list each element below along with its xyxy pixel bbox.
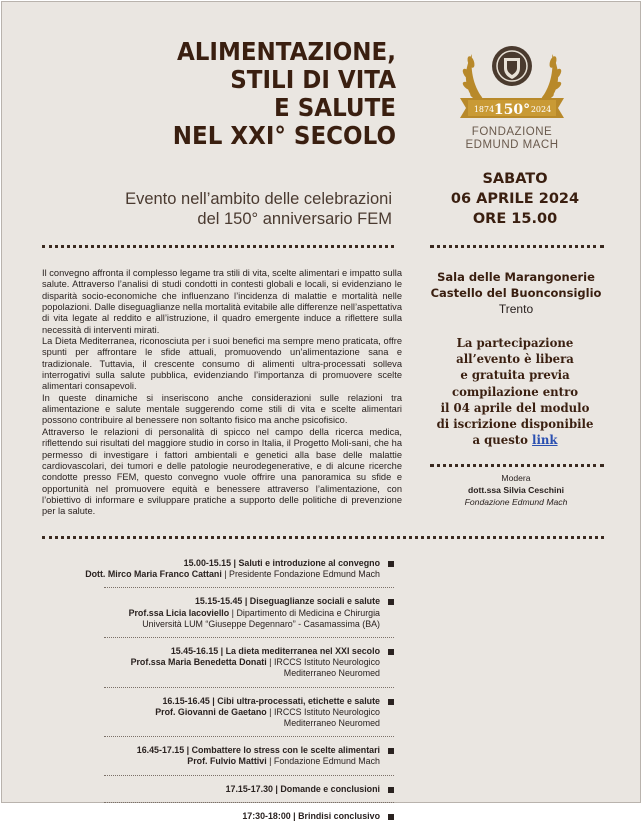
divider — [430, 245, 604, 248]
subtitle-line: Evento nell’ambito delle celebrazioni — [125, 190, 392, 208]
participation-line: La partecipazione — [456, 336, 574, 350]
programme-affiliation: Fondazione Edmund Mach — [273, 756, 380, 767]
programme-title: Brindisi conclusivo — [298, 810, 380, 821]
programme-title: Cibi ultra-processati, etichette e salute — [217, 695, 380, 706]
programme-speaker: Prof.ssa Licia Iacoviello — [128, 607, 230, 618]
programme-title: Diseguaglianze sociali e salute — [249, 596, 380, 607]
link-prefix: a questo — [472, 433, 533, 448]
logo-year-right: 2024 — [530, 105, 552, 114]
participation-line: il 04 aprile del modulo — [440, 400, 590, 415]
registration-link[interactable]: link — [532, 433, 558, 448]
event-subtitle — [122, 189, 392, 229]
programme-title: Saluti e introduzione al convegno — [238, 558, 380, 568]
programme-separator — [104, 802, 394, 803]
programme-speaker: Prof. Giovanni de Gaetano — [155, 706, 267, 717]
participation-info — [422, 335, 608, 448]
programme-speaker: Dott. Mirco Maria Franco Cattani — [85, 569, 222, 580]
programme-time: 16.45-17.15 — [136, 745, 185, 756]
programme-affiliation: Presidente Fondazione Edmund Mach — [229, 569, 380, 580]
programme-item: 15.15-15.45 | Diseguaglianze sociali e salute Prof.ssa Licia Iacoviello | Dipartimento di Medicina e Chirurgia Università LUM “Giuseppe Degennaro” - Casamassima (BA) — [42, 596, 394, 630]
programme-list — [42, 558, 394, 822]
participation-line: e gratuita previa — [460, 368, 570, 383]
programme-time: 16.15-16.45 — [162, 695, 210, 706]
venue-city: Trento — [498, 302, 534, 316]
programme-time: 15.45-16.15 — [170, 646, 219, 657]
logo-anniversary: 150° — [493, 102, 531, 118]
bullet-square-icon — [388, 748, 394, 754]
programme-time: 15.00-15.15 — [183, 558, 232, 568]
programme-time: 17.15-17.30 — [225, 783, 273, 794]
crest-icon — [492, 46, 532, 86]
title-line: STILI DI VITA — [230, 65, 396, 94]
event-date: 06 APRILE 2024 — [450, 191, 580, 207]
bullet-square-icon — [388, 649, 394, 655]
moderator-org: Fondazione Edmund Mach — [464, 497, 568, 507]
fem-150-anniversary-logo — [454, 36, 570, 126]
programme-item: 15.45-16.15 | La dieta mediterranea nel XXI secolo Prof.ssa Maria Benedetta Donati | IRCCS Istituto Neurologico Mediterraneo Neuromed — [42, 646, 394, 680]
event-day: SABATO — [482, 171, 548, 187]
bullet-square-icon — [388, 561, 394, 567]
divider — [42, 245, 394, 248]
programme-affiliation: IRCCS Istituto Neurologico — [273, 657, 380, 668]
divider — [430, 464, 604, 467]
foundation-line: FONDAZIONE — [471, 126, 553, 138]
description-paragraph: In queste dinamiche si inseriscono anche considerazioni sulle relazioni tra alimentazione e salute mentale suggerendo come stili di vita e scelte alimentari possono contribuire al benessere non soltanto fisico ma anche psicofisico. — [42, 392, 402, 426]
moderator-label: Modera — [501, 473, 531, 483]
programme-separator — [104, 587, 394, 588]
participation-line: di iscrizione disponibile — [436, 417, 594, 432]
programme-affiliation: Dipartimento di Medicina e Chirurgia — [236, 607, 380, 618]
programme-item: 17:30-18:00 | Brindisi conclusivo — [42, 811, 394, 822]
participation-line: compilazione entro — [451, 384, 579, 399]
description-paragraph: Il convegno affronta il complesso legame tra stili di vita, scelte alimentari e impatto sulla salute. Attraverso l’analisi di studi condotti in contesti globali e locali, si evidenziano le disparità socio-economiche che influenzano l’incidenza di malattie e mortalità nelle popolazioni. Dalle diseguaglianze nella mortalità evitabile alle differenze nell’aspettativa di vita legate al reddito e all’istruzione, il quadro emergente induce a riflettere sulla necessità di interventi mirati. — [42, 268, 402, 335]
programme-item: 16.15-16.45 | Cibi ultra-processati, etichette e salute Prof. Giovanni de Gaetano | IRCCS Istituto Neurologico Mediterraneo Neuromed — [42, 696, 394, 730]
programme-speaker: Prof. Fulvio Mattivi — [187, 756, 267, 767]
event-venue — [428, 269, 604, 317]
event-poster — [1, 1, 641, 821]
event-time: ORE 15.00 — [472, 211, 558, 227]
bullet-square-icon — [388, 787, 394, 793]
programme-affiliation: Mediterraneo Neuromed — [283, 718, 380, 729]
title-line: NEL XXI° SECOLO — [172, 121, 396, 150]
logo-year-left: 1874 — [473, 105, 495, 114]
programme-separator — [104, 637, 394, 638]
programme-time: 15.15-15.45 — [194, 596, 243, 607]
programme-item: 16.45-17.15 | Combattere lo stress con le scelte alimentari Prof. Fulvio Mattivi | Fondazione Edmund Mach — [42, 745, 394, 767]
bullet-square-icon — [388, 599, 394, 605]
event-title — [133, 38, 396, 150]
venue-castle: Castello del Buonconsiglio — [430, 286, 602, 300]
foundation-line: EDMUND MACH — [465, 139, 559, 151]
programme-separator — [104, 775, 394, 776]
programme-title: Domande e conclusioni — [280, 783, 380, 794]
programme-separator — [104, 687, 394, 688]
title-line: ALIMENTAZIONE, — [176, 37, 396, 66]
programme-item: 15.00-15.15 | Saluti e introduzione al convegno Dott. Mirco Maria Franco Cattani | Presidente Fondazione Edmund Mach — [42, 558, 394, 580]
bullet-square-icon — [388, 699, 394, 705]
programme-affiliation: IRCCS Istituto Neurologico — [273, 706, 380, 717]
programme-affiliation: Mediterraneo Neuromed — [283, 668, 380, 679]
programme-separator — [104, 736, 394, 737]
programme-title: Combattere lo stress con le scelte alimentari — [191, 745, 380, 756]
subtitle-line: del 150° anniversario FEM — [197, 210, 392, 228]
divider — [42, 536, 604, 539]
event-datetime — [432, 169, 598, 229]
programme-time: 17:30-18:00 — [242, 810, 291, 821]
programme-speaker: Prof.ssa Maria Benedetta Donati — [130, 657, 267, 668]
title-line: E SALUTE — [273, 93, 396, 122]
programme-item: 17.15-17.30 | Domande e conclusioni — [42, 784, 394, 795]
description-paragraph: Attraverso le relazioni di personalità di spicco nel campo della ricerca medica, riflettendo sui risultati del maggiore studio in corso in Italia, il Progetto Moli-sani, che ha permesso di investigare i fattori ambientali e genetici alla base delle malattie cardiovascolari, dei tumori e delle patologie neurodegenerative, e di alcune ricerche condotte presso FEM, questo convegno vuole offrire una panoramica su sfide e opportunità nel promuovere equità e benessere attraverso l’alimentazione, con l’obiettivo di informare e sviluppare pratiche a supporto delle politiche di prevenzione per la salute. — [42, 426, 402, 517]
moderator-name: dott.ssa Silvia Ceschini — [468, 485, 564, 495]
participation-line — [422, 432, 608, 448]
programme-affiliation: Università LUM “Giuseppe Degennaro” - Casamassima (BA) — [142, 618, 380, 629]
description-paragraph: La Dieta Mediterranea, riconosciuta per i suoi benefici ma sempre meno praticata, offre spunti per affrontare le sfide attuali, promuovendo un’alimentazione sana e tradizionale. Tuttavia, il crescente consumo di alimenti ultra-processati solleva interrogativi sulla salute pubblica, evidenziando l’importanza di promuovere scelte alimentari consapevoli. — [42, 336, 402, 392]
bullet-square-icon — [388, 814, 394, 820]
participation-line: all’evento è libera — [456, 352, 574, 367]
venue-hall: Sala delle Marangonerie — [437, 270, 595, 284]
programme-title: La dieta mediterranea nel XXI secolo — [225, 646, 380, 657]
moderator-block — [428, 472, 604, 508]
foundation-name — [442, 126, 582, 152]
event-description — [42, 268, 402, 518]
